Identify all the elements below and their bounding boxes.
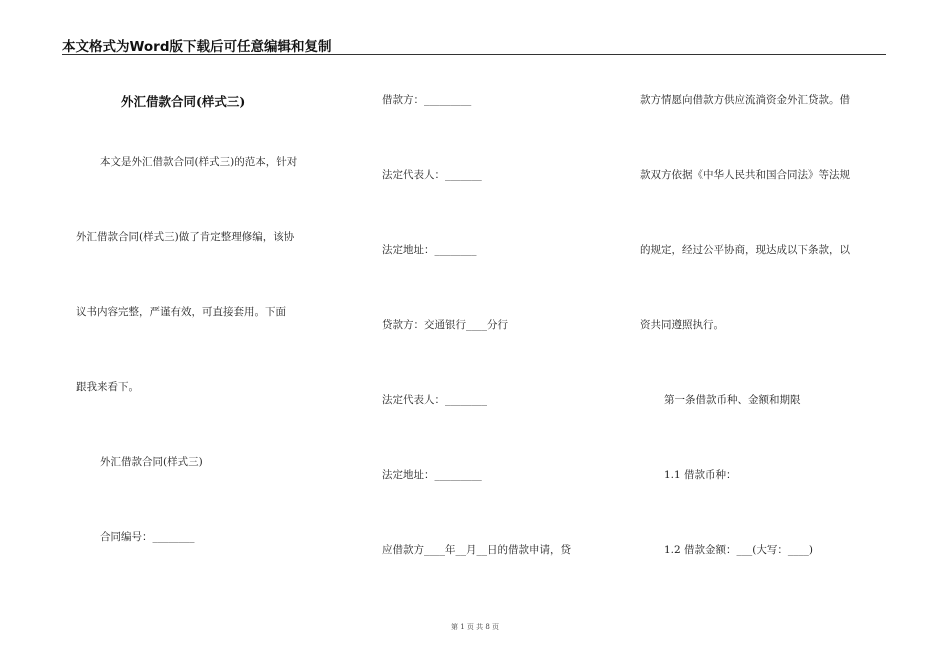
section-heading: 第一条借款币种、金额和期限 — [664, 394, 801, 406]
paragraph-line: 议书内容完整，严谨有效，可直接套用。下面 — [76, 306, 286, 318]
paragraph-line: 应借款方____年__月__日的借款申请，贷 — [382, 544, 571, 556]
contract-title-line: 外汇借款合同(样式三) — [100, 456, 203, 468]
borrower-representative-line: 法定代表人：_______ — [382, 169, 482, 181]
lender-line: 贷款方：交通银行____分行 — [382, 319, 508, 331]
borrower-address-line: 法定地址：________ — [382, 244, 477, 256]
page-header — [62, 34, 886, 55]
clause-line: 1.2 借款金额：___(大写：____) — [664, 544, 813, 556]
page-footer: 第 1 页 共 8 页 — [450, 623, 500, 631]
paragraph-line: 跟我来看下。 — [76, 381, 139, 393]
lender-representative-line: 法定代表人：________ — [382, 394, 487, 406]
header-title: 本文格式为Word版下载后可任意编辑和复制 — [62, 39, 332, 55]
contract-number-line: 合同编号：________ — [100, 531, 195, 543]
paragraph-line: 外汇借款合同(样式三)做了肯定整理修编，该协 — [76, 231, 295, 243]
paragraph-line: 款方情愿向借款方供应流淌资金外汇贷款。借 — [640, 94, 850, 106]
document-title: 外汇借款合同(样式三) — [121, 94, 246, 109]
lender-address-line: 法定地址：_________ — [382, 469, 482, 481]
paragraph-line: 本文是外汇借款合同(样式三)的范本，针对 — [100, 156, 298, 168]
paragraph-line: 款双方依据《中华人民共和国合同法》等法规 — [640, 169, 850, 181]
borrower-line: 借款方：_________ — [382, 94, 472, 106]
paragraph-line: 资共同遵照执行。 — [640, 319, 724, 331]
paragraph-line: 的规定，经过公平协商，现达成以下条款，以 — [640, 244, 850, 256]
clause-line: 1.1 借款币种： — [664, 469, 737, 481]
